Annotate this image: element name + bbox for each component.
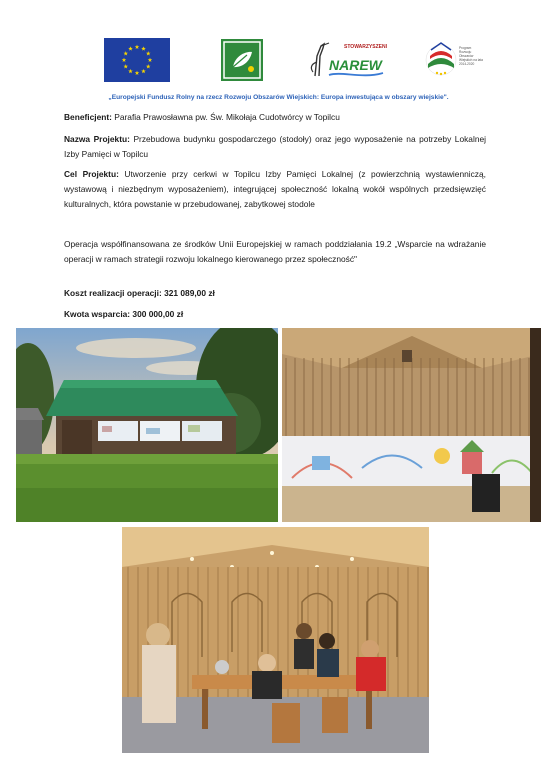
project-goal-value: Utworzenie przy cerkwi w Topilcu Izby Pamięci Lokalnej (z powierzchnią wystawienniczą, wystawową i niezbędnym wyposażeniem), integrującej społeczność lokalną wokół wspólnych przedsięwzięć kulturalnych, która powstanie w przebudowanej, zabytkowej stodole [64,169,486,209]
leader-logo [221,39,263,81]
narew-association-logo [307,38,387,82]
support-line [64,307,486,322]
project-goal-paragraph [64,167,486,212]
beneficiary-label: Beneficjent: [64,112,112,122]
cost-label: Koszt realizacji operacji: [64,288,162,298]
program-slogan: „Europejski Fundusz Rolny na rzecz Rozwoju Obszarów Wiejskich: Europa inwestująca w obszary wiejskie". [108,94,449,101]
beneficiary-value: Parafia Prawosławna pw. Św. Mikołaja Cudotwórcy w Topilcu [114,112,340,122]
support-value: 300 000,00 zł [132,309,184,319]
workshop-photo [122,527,429,753]
project-name-value: Przebudowa budynku gospodarczego (stodoły) oraz jego wyposażenie na potrzeby Lokalnej Izby Pamięci w Topilcu [64,134,486,159]
project-goal-label: Cel Projektu: [64,169,119,179]
narew-text: NAREW [329,57,382,73]
barn-interior-photo [282,328,541,522]
support-label: Kwota wsparcia: [64,309,131,319]
eu-flag-logo [104,38,170,82]
project-name-label: Nazwa Projektu: [64,134,130,144]
project-name-paragraph [64,132,486,162]
prow-logo-text: Program Rozwoju Obszarów Wiejskich na lata 2014-2020 [459,46,483,66]
cost-value: 321 089,00 zł [164,288,215,298]
cofinancing-paragraph: Operacja współfinansowana ze środków Unii Europejskiej w ramach poddziałania 19.2 „Wsparcie na wdrażanie operacji w ramach strategii rozwoju lokalnego kierowanego przez społeczność" [64,239,486,264]
narew-top-text: STOWARZYSZENIE [344,44,387,50]
prow-logo [425,38,485,82]
barn-exterior-photo [16,328,278,522]
beneficiary-line [64,110,486,125]
cost-line [64,286,486,301]
logo-strip [100,38,483,84]
